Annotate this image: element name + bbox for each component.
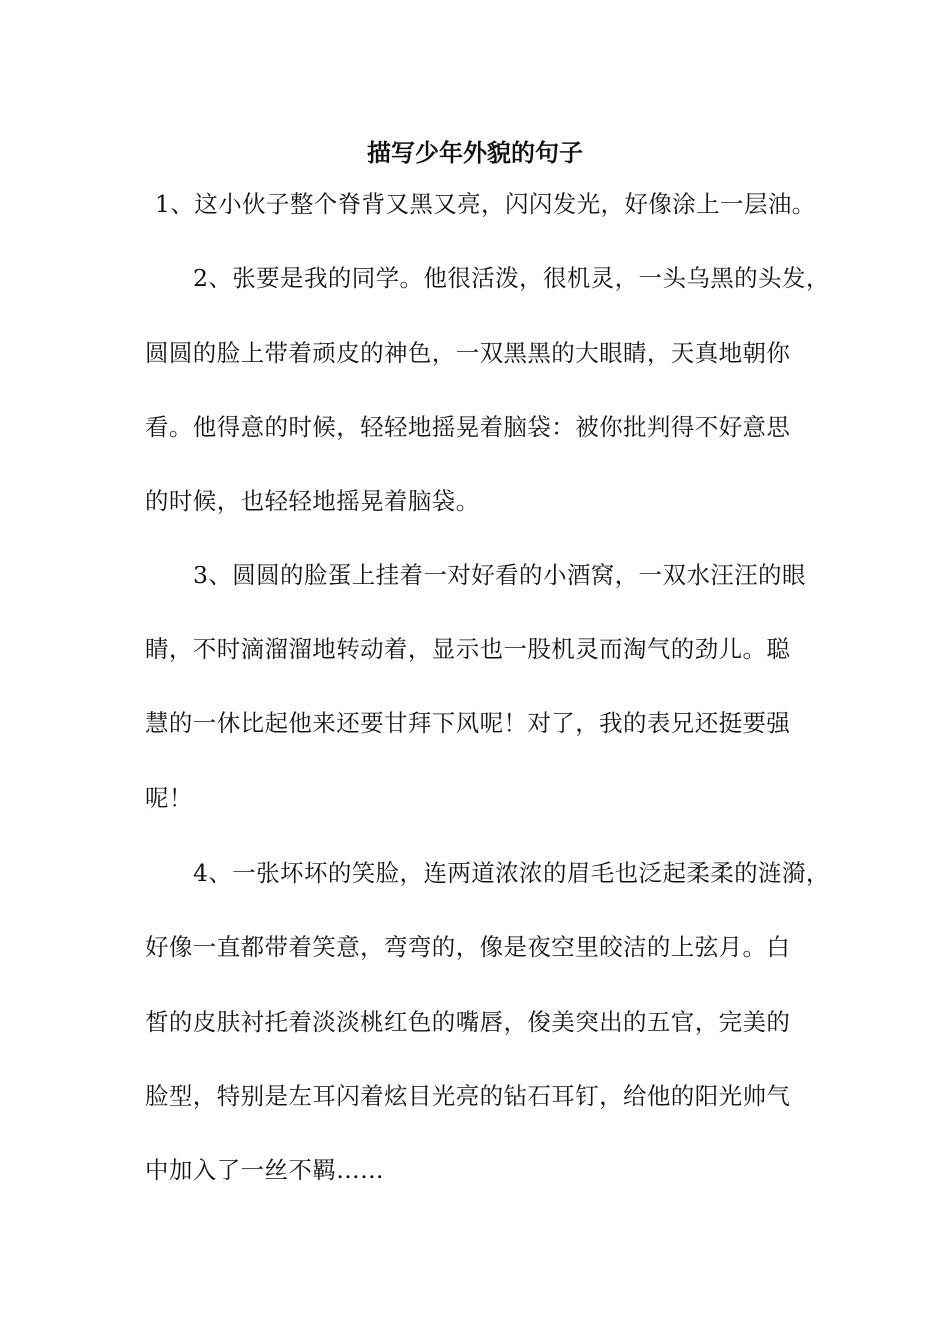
paragraph-4-line-2: 好像一直都带着笑意，弯弯的，像是夜空里皎洁的上弦月。白 xyxy=(145,933,791,961)
document-title: 描写少年外貌的句子 xyxy=(367,138,583,167)
paragraph-4-line-5: 中加入了一丝不羁…… xyxy=(145,1156,384,1184)
paragraph-3-line-4: 呢！ xyxy=(145,784,193,812)
paragraph-2-line-2: 圆圆的脸上带着顽皮的神色，一双黑黑的大眼睛，天真地朝你 xyxy=(145,339,791,367)
paragraph-4-line-1: 4、一张坏坏的笑脸，连两道浓浓的眉毛也泛起柔柔的涟漪， xyxy=(193,859,830,887)
paragraph-3-line-2: 睛，不时滴溜溜地转动着，显示也一股机灵而淘气的劲儿。聪 xyxy=(145,635,791,663)
paragraph-3-line-3: 慧的一休比起他来还要甘拜下风呢！对了，我的表兄还挺要强 xyxy=(145,709,791,737)
paragraph-4-line-3: 皙的皮肤衬托着淡淡桃红色的嘴唇，俊美突出的五官，完美的 xyxy=(145,1008,791,1036)
paragraph-3-line-1: 3、圆圆的脸蛋上挂着一对好看的小酒窝，一双水汪汪的眼 xyxy=(193,561,806,589)
paragraph-4-line-4: 脸型，特别是左耳闪着炫目光亮的钻石耳钉，给他的阳光帅气 xyxy=(145,1082,791,1110)
paragraph-2-line-3: 看。他得意的时候，轻轻地摇晃着脑袋：被你批判得不好意思 xyxy=(145,413,791,441)
paragraph-1-line-1: 1、这小伙子整个脊背又黑又亮，闪闪发光，好像涂上一层油。 xyxy=(155,190,816,218)
paragraph-2-line-1: 2、张要是我的同学。他很活泼，很机灵，一头乌黑的头发， xyxy=(193,264,830,292)
paragraph-2-line-4: 的时候，也轻轻地摇晃着脑袋。 xyxy=(145,487,480,515)
